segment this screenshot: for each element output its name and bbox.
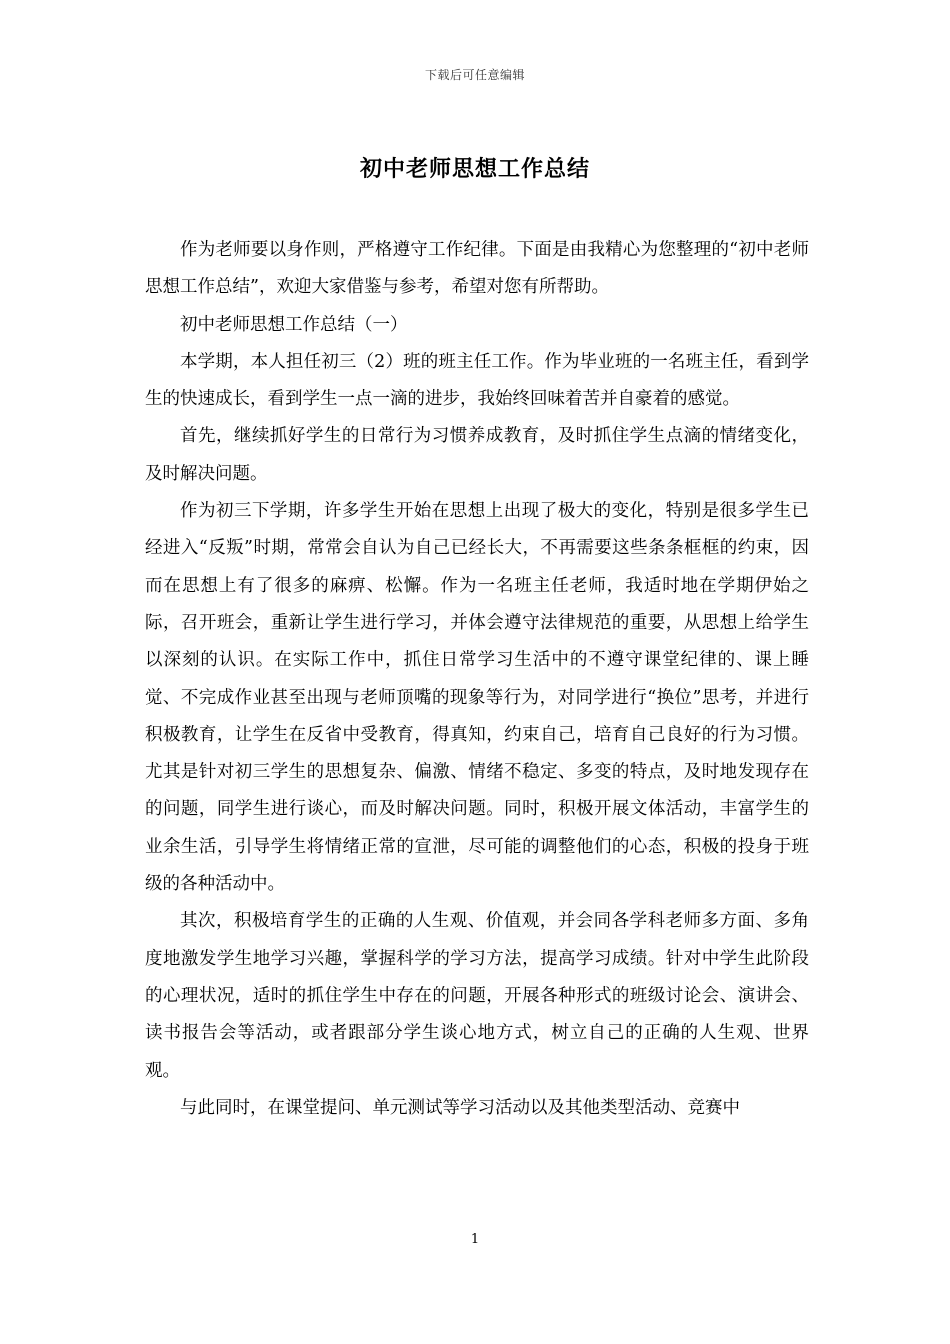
section-heading: 初中老师思想工作总结（一） xyxy=(180,314,408,335)
paragraph: 本学期，本人担任初三（2）班的班主任工作。作为毕业班的一名班主任，看到学生的快速成长，看到学生一点一滴的进步，我始终回味着苦并自豪着的感觉。 xyxy=(145,351,809,410)
paragraph-intro: 作为老师要以身作则，严格遵守工作纪律。下面是由我精心为您整理的“初中老师思想工作总结”，欢迎大家借鉴与参考，希望对您有所帮助。 xyxy=(145,240,809,298)
page-header-note: 下载后可任意编辑 xyxy=(424,68,525,82)
paragraph: 其次，积极培育学生的正确的人生观、价值观，并会同各学科老师多方面、多角度地激发学生地学习兴趣，掌握科学的学习方法，提高学习成绩。针对中学生此阶段的心理状况，适时的抓住学生中存在的问题，开展各种形式的班级讨论会、演讲会、读书报告会等活动，或者跟部分学生谈心地方式，树立自己的正确的人生观、世界观。 xyxy=(145,911,809,1081)
document-body xyxy=(145,232,809,1127)
paragraph: 首先，继续抓好学生的日常行为习惯养成教育，及时抓住学生点滴的情绪变化，及时解决问题。 xyxy=(145,426,809,484)
paragraph: 作为初三下学期，许多学生开始在思想上出现了极大的变化，特别是很多学生已经进入“反叛”时期，常常会自认为自己已经长大，不再需要这些条条框框的约束，因而在思想上有了很多的麻痹、松懈。作为一名班主任老师，我适时地在学期伊始之际，召开班会，重新让学生进行学习，并体会遵守法律规范的重要，从思想上给学生以深刻的认识。在实际工作中，抓住日常学习生活中的不遵守课堂纪律的、课上睡觉、不完成作业甚至出现与老师顶嘴的现象等行为，对同学进行“换位”思考，并进行积极教育，让学生在反省中受教育，得真知，约束自己，培育自己良好的行为习惯。尤其是针对初三学生的思想复杂、偏激、情绪不稳定、多变的特点，及时地发现存在的问题，同学生进行谈心，而及时解决问题。同时，积极开展文体活动，丰富学生的业余生活，引导学生将情绪正常的宣泄，尽可能的调整他们的心态，积极的投身于班级的各种活动中。 xyxy=(145,501,809,895)
paragraph: 与此同时，在课堂提问、单元测试等学习活动以及其他类型活动、竞赛中 xyxy=(180,1097,740,1118)
page-number: 1 xyxy=(470,1232,480,1247)
document-title: 初中老师思想工作总结 xyxy=(359,156,590,182)
